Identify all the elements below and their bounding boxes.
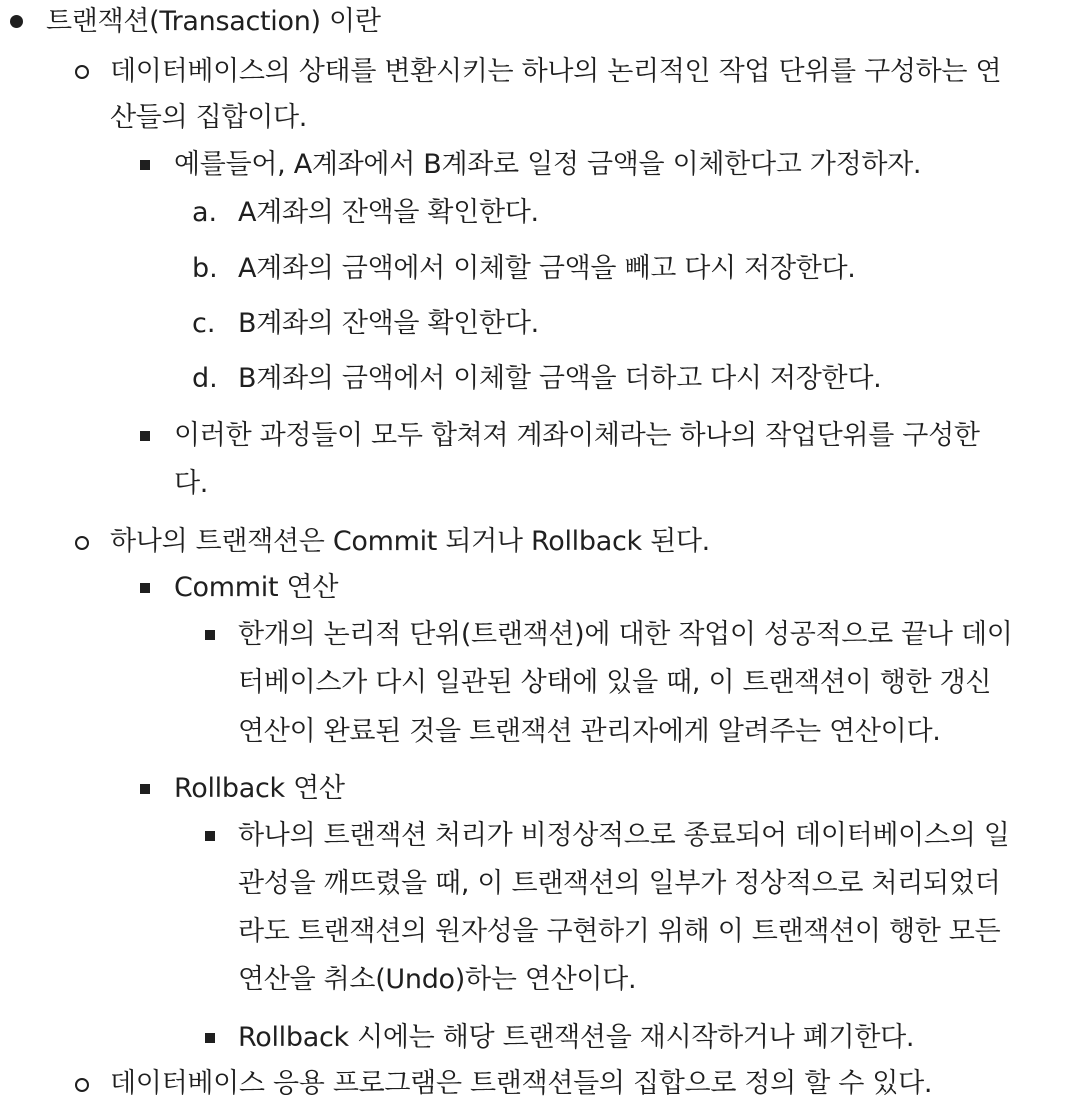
list-item-step: B계좌의 잔액을 확인한다. [238, 308, 539, 339]
circle-bullet-icon [75, 65, 89, 79]
square-bullet-icon [205, 831, 215, 841]
list-item-commit-description-continued: 터베이스가 다시 일관된 상태에 있을 때, 이 트랜잭션이 행한 갱신 [238, 667, 992, 698]
square-bullet-icon [205, 1033, 215, 1043]
list-item-summary: 이러한 과정들이 모두 합쳐져 계좌이체라는 하나의 작업단위를 구성한 [174, 420, 980, 451]
list-item-commit-description-continued: 연산이 완료된 것을 트랜잭션 관리자에게 알려주는 연산이다. [238, 716, 941, 747]
circle-bullet-icon [75, 1078, 89, 1092]
list-item-step: B계좌의 금액에서 이체할 금액을 더하고 다시 저장한다. [238, 363, 882, 394]
list-marker: a. [192, 197, 218, 228]
list-marker: d. [192, 363, 218, 394]
disc-bullet-icon [10, 15, 23, 28]
square-bullet-icon [140, 784, 150, 794]
list-item-rollback-heading: Rollback 연산 [174, 773, 345, 804]
list-marker: c. [192, 308, 216, 339]
list-item-rollback-description: 하나의 트랜잭션 처리가 비정상적으로 종료되어 데이터베이스의 일 [238, 820, 1010, 851]
list-item-example: 예를들어, A계좌에서 B계좌로 일정 금액을 이체한다고 가정하자. [174, 149, 922, 180]
list-item-step: A계좌의 잔액을 확인한다. [238, 197, 539, 228]
list-item-application-definition: 데이터베이스 응용 프로그램은 트랜잭션들의 집합으로 정의 할 수 있다. [110, 1068, 933, 1099]
list-item-rollback-description-continued: 관성을 깨뜨렸을 때, 이 트랜잭션의 일부가 정상적으로 처리되었더 [238, 868, 1001, 899]
list-item-rollback-restart: Rollback 시에는 해당 트랜잭션을 재시작하거나 폐기한다. [238, 1022, 915, 1053]
square-bullet-icon [140, 583, 150, 593]
list-item-summary-continued: 다. [174, 468, 209, 499]
square-bullet-icon [140, 431, 150, 441]
list-item-definition: 데이터베이스의 상태를 변환시키는 하나의 논리적인 작업 단위를 구성하는 연 [110, 56, 1002, 87]
list-item-commit-heading: Commit 연산 [174, 572, 339, 603]
square-bullet-icon [205, 630, 215, 640]
list-item-step: A계좌의 금액에서 이체할 금액을 빼고 다시 저장한다. [238, 253, 856, 284]
list-item-transaction-heading: 트랜잭션(Transaction) 이란 [46, 6, 381, 37]
list-marker: b. [192, 253, 218, 284]
list-item-rollback-description-continued: 라도 트랜잭션의 원자성을 구현하기 위해 이 트랜잭션이 행한 모든 [238, 916, 1001, 947]
list-item-rollback-description-continued: 연산을 취소(Undo)하는 연산이다. [238, 964, 637, 995]
square-bullet-icon [140, 160, 150, 170]
list-item-definition-continued: 산들의 집합이다. [110, 102, 308, 133]
circle-bullet-icon [75, 536, 89, 550]
list-item-commit-rollback: 하나의 트랜잭션은 Commit 되거나 Rollback 된다. [110, 526, 710, 557]
list-item-commit-description: 한개의 논리적 단위(트랜잭션)에 대한 작업이 성공적으로 끝나 데이 [238, 619, 1013, 650]
